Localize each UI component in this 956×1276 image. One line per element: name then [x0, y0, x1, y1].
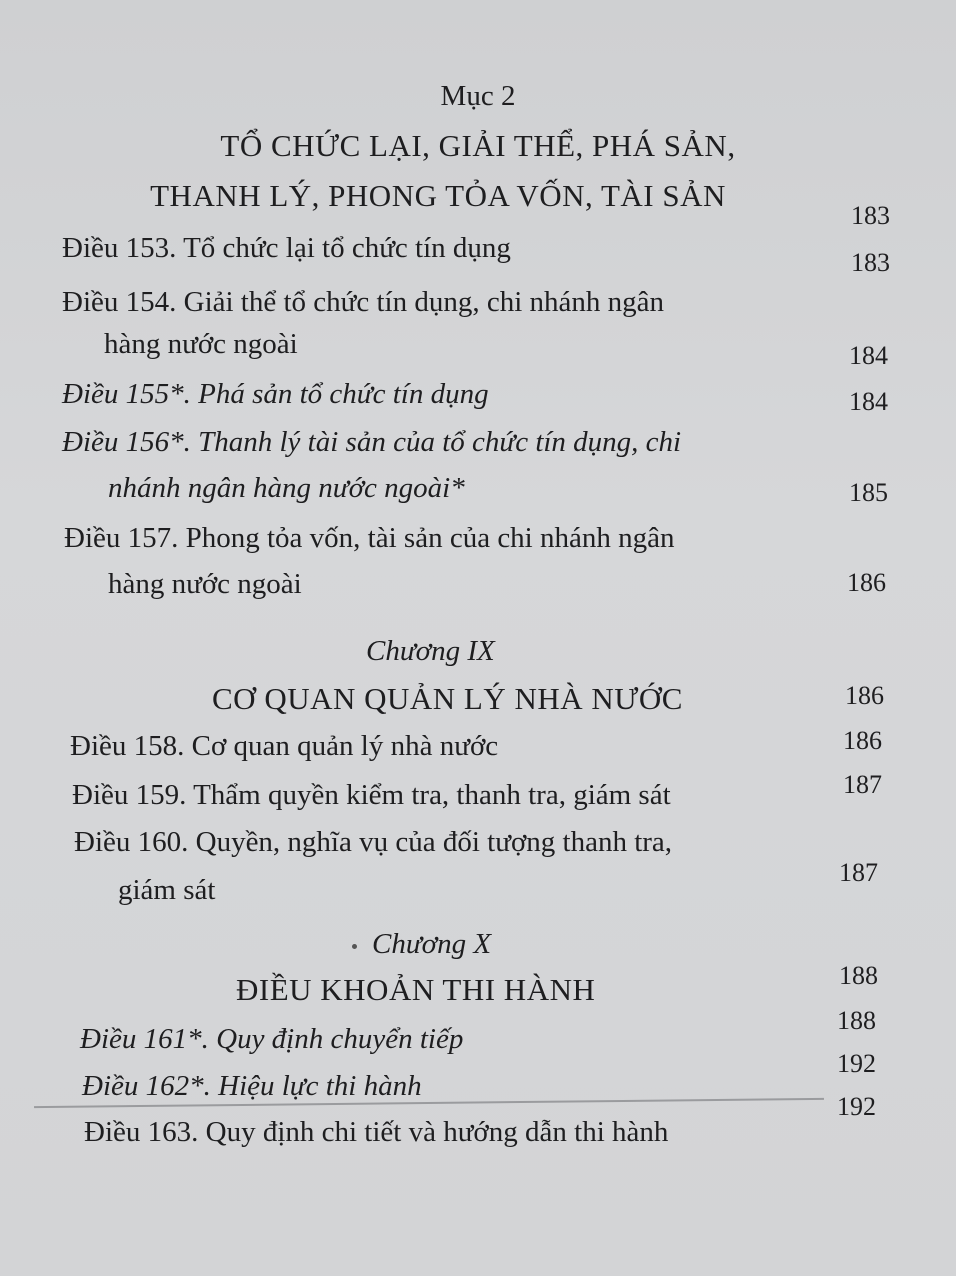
toc-entry-156-cont: nhánh ngân hàng nước ngoài*	[108, 472, 465, 504]
toc-entry-159-page: 187	[843, 770, 882, 799]
chapter-9-label: Chương IX	[366, 635, 495, 667]
toc-entry-160-cont: giám sát	[118, 874, 216, 906]
toc-entry-155: Điều 155*. Phá sản tổ chức tín dụng	[62, 378, 489, 410]
toc-entry-159: Điều 159. Thẩm quyền kiểm tra, thanh tra, giám sát	[72, 779, 671, 811]
toc-entry-162: Điều 162*. Hiệu lực thi hành	[82, 1070, 422, 1102]
toc-entry-154: Điều 154. Giải thể tổ chức tín dụng, chi nhánh ngân	[62, 286, 665, 318]
toc-entry-156: Điều 156*. Thanh lý tài sản của tổ chức tín dụng, chi	[62, 426, 682, 458]
toc-entry-161: Điều 161*. Quy định chuyển tiếp	[80, 1023, 464, 1055]
toc-entry-157-page: 186	[847, 568, 886, 597]
toc-entry-163: Điều 163. Quy định chi tiết và hướng dẫn thi hành	[84, 1116, 669, 1148]
section-title-line2: THANH LÝ, PHONG TỎA VỐN, TÀI SẢN	[150, 178, 726, 213]
toc-entry-160: Điều 160. Quyền, nghĩa vụ của đối tượng thanh tra,	[74, 826, 673, 858]
toc-entry-158-page: 186	[843, 726, 882, 755]
toc-entry-156-page: 185	[849, 478, 888, 507]
toc-entry-160-page: 187	[839, 858, 878, 887]
toc-entry-153-page: 183	[851, 248, 890, 277]
toc-entry-162-page: 192	[837, 1049, 876, 1078]
chapter-9-title: CƠ QUAN QUẢN LÝ NHÀ NƯỚC	[212, 681, 683, 716]
chapter-10-label: Chương X	[372, 928, 492, 960]
toc-entry-158: Điều 158. Cơ quan quản lý nhà nước	[70, 730, 499, 762]
toc-entry-163-page: 192	[837, 1092, 876, 1121]
toc-entry-157-cont: hàng nước ngoài	[108, 568, 302, 600]
toc-entry-154-page: 184	[849, 341, 888, 370]
toc-entry-153: Điều 153. Tổ chức lại tổ chức tín dụng	[62, 232, 511, 264]
chapter-10-title: ĐIỀU KHOẢN THI HÀNH	[236, 972, 596, 1007]
toc-entry-155-page: 184	[849, 387, 888, 416]
section-label: Mục 2	[440, 80, 516, 112]
toc-entry-154-cont: hàng nước ngoài	[104, 328, 298, 360]
toc-entry-161-page: 188	[837, 1006, 876, 1035]
stray-dot	[352, 944, 357, 949]
section-title-line1: TỔ CHỨC LẠI, GIẢI THỂ, PHÁ SẢN,	[220, 128, 736, 163]
section-page-number: 183	[851, 201, 890, 230]
toc-entry-157: Điều 157. Phong tỏa vốn, tài sản của chi nhánh ngân	[64, 522, 675, 554]
chapter-10-page-number: 188	[839, 961, 878, 990]
chapter-9-page-number: 186	[845, 681, 884, 710]
